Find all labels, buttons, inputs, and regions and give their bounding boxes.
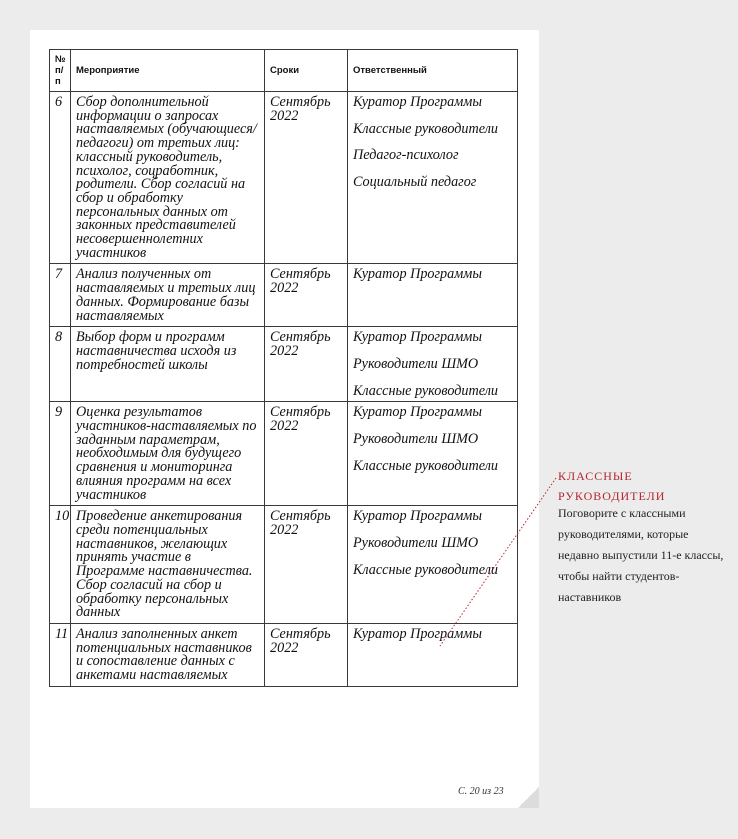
header-num: № п/п [50,50,71,92]
responsible-entry: Куратор Программы [353,329,482,346]
row-num: 10 [50,506,71,624]
responsible-entry: Куратор Программы [353,625,482,642]
sidenote-text: Поговорите с классными руководителями, которые недавно выпустили 11-е классы, чтобы найти студентов-наставников [558,506,724,604]
row-num: 9 [50,402,71,506]
row-num: 11 [50,623,71,686]
responsible-entry: Классные руководители [353,382,498,399]
row-activity: Анализ заполненных анкет потенциальных наставников и сопоставление данных с анкетами наставляемых [71,623,265,686]
responsible-entry: Классные руководители [353,457,498,474]
header-term: Сроки [265,50,348,92]
responsible-entry: Руководители ШМО [353,355,479,372]
row-activity: Проведение анкетирования среди потенциальных наставников, желающих принять участие в Программе наставничества. Сбор согласий на сбор и обработку персональных данных [71,506,265,624]
row-activity: Сбор дополнительной информации о запросах наставляемых (обучающиеся/ педагоги) от третьих лиц: классный руководитель, психолог, соцработник, родители. Сбор согласий на сбор и обработку персональных данных от законных представителей несовершеннолетних участников [71,92,265,264]
responsible-entry: Социальный педагог [353,174,477,191]
row-num: 7 [50,264,71,327]
responsible-entry: Куратор Программы [353,266,482,283]
row-term: Сентябрь 2022 [265,264,348,327]
responsible-entry: Куратор Программы [353,94,482,110]
row-num: 6 [50,92,71,264]
page-number: С. 20 из 23 [458,786,504,797]
row-term: Сентябрь 2022 [265,506,348,624]
responsible-entry: Руководители ШМО [353,534,479,551]
responsible-entry: Руководители ШМО [353,431,479,448]
responsible-entry: Куратор Программы [353,404,482,421]
row-term: Сентябрь 2022 [265,92,348,264]
responsible-entry: Педагог-психолог [353,147,459,164]
row-activity: Анализ полученных от наставляемых и третьих лиц данных. Формирование базы наставляемых [71,264,265,327]
row-num: 8 [50,327,71,402]
row-activity: Оценка результатов участников-наставляемых по заданным параметрам, необходимым для будущего сравнения и мониторинга влияния программ на всех участников [71,402,265,506]
row-term: Сентябрь 2022 [265,623,348,686]
responsible-entry: Классные руководители [353,561,498,578]
header-responsible: Ответственный [348,50,518,92]
row-term: Сентябрь 2022 [265,327,348,402]
header-activity: Мероприятие [71,50,265,92]
responsible-entry: Классные руководители [353,120,498,137]
row-activity: Выбор форм и программ наставничества исходя из потребностей школы [71,327,265,402]
sidenote-title: КЛАССНЫЕ РУКОВОДИТЕЛИ [558,469,666,503]
responsible-entry: Куратор Программы [353,508,482,525]
row-term: Сентябрь 2022 [265,402,348,506]
